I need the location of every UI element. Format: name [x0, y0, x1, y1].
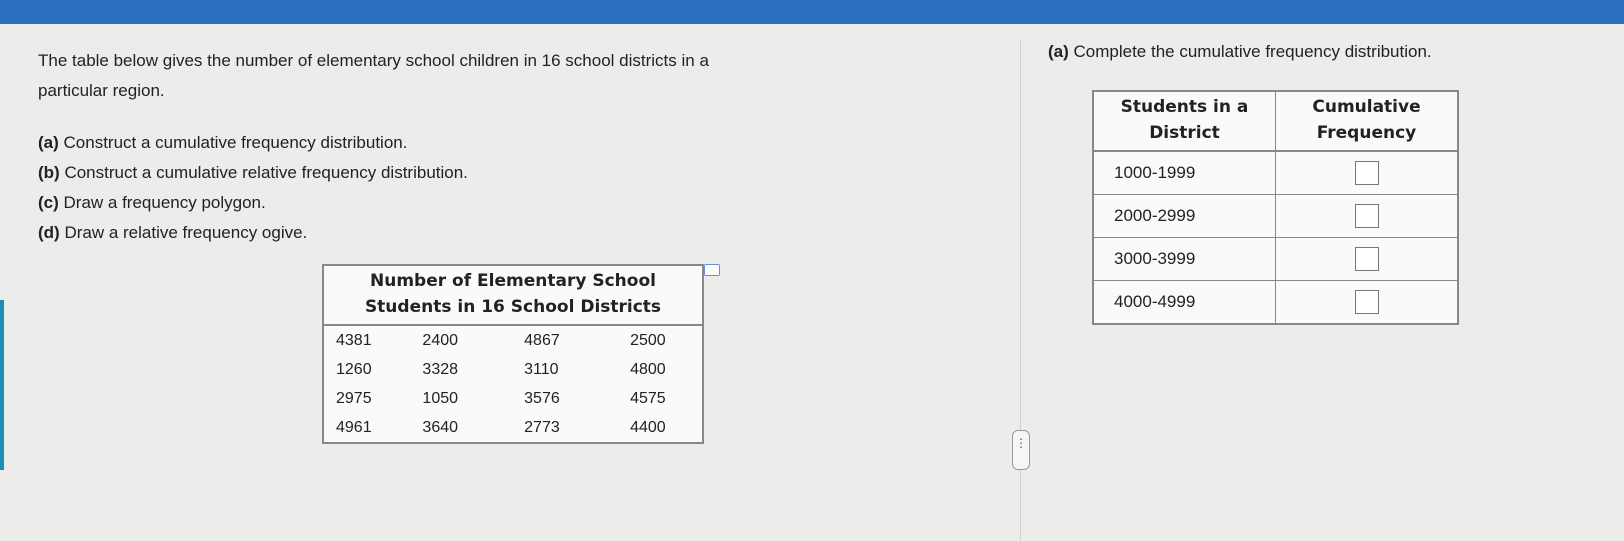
answer-input[interactable] — [1355, 290, 1379, 314]
data-table — [322, 264, 704, 444]
range-label: 1000-1999 — [1093, 151, 1276, 195]
left-accent-bar — [0, 300, 4, 470]
table-cell: 4800 — [630, 360, 666, 378]
table-row — [324, 355, 702, 384]
table-row — [1093, 238, 1458, 281]
table-cell: 2500 — [630, 331, 666, 349]
table-cell: 1260 — [336, 360, 372, 378]
range-label: 3000-3999 — [1093, 238, 1276, 281]
data-table-title: Number of Elementary School Students in 16 School Districts — [324, 266, 702, 326]
table-row — [1093, 151, 1458, 195]
intro-line-2: particular region. — [38, 81, 165, 100]
part-c: (c) Draw a frequency polygon. — [38, 193, 266, 212]
table-cell: 4961 — [336, 418, 372, 436]
table-cell: 4400 — [630, 418, 666, 436]
range-label: 2000-2999 — [1093, 195, 1276, 238]
column-header-cumulative-frequency: Cumulative Frequency — [1276, 91, 1459, 151]
table-cell: 4381 — [336, 331, 372, 349]
table-cell: 3576 — [524, 389, 560, 407]
part-b: (b) Construct a cumulative relative frequency distribution. — [38, 163, 468, 182]
table-row — [324, 326, 702, 355]
question-parts — [38, 128, 968, 248]
question-panel — [38, 46, 968, 248]
intro-line-1: The table below gives the number of elementary school children in 16 school districts in a — [38, 51, 709, 70]
table-cell: 1050 — [422, 389, 459, 407]
table-cell: 3110 — [524, 360, 559, 378]
table-row — [1093, 195, 1458, 238]
table-cell: 3640 — [422, 418, 459, 436]
question-intro — [38, 46, 968, 106]
part-d: (d) Draw a relative frequency ogive. — [38, 223, 308, 242]
table-cell: 2773 — [524, 418, 560, 436]
table-row — [1093, 281, 1458, 325]
answer-input[interactable] — [1355, 161, 1379, 185]
table-row — [324, 413, 702, 442]
column-header-district: Students in a District — [1093, 91, 1276, 151]
answer-panel — [1048, 40, 1608, 311]
table-cell: 3328 — [422, 360, 459, 378]
answer-title: (a) Complete the cumulative frequency distribution. — [1048, 42, 1432, 61]
resize-handle-icon[interactable]: ⋮ — [1012, 430, 1030, 470]
answer-input[interactable] — [1355, 247, 1379, 271]
table-row — [324, 384, 702, 413]
top-bar — [0, 0, 1624, 24]
range-label: 4000-4999 — [1093, 281, 1276, 325]
table-header-row — [1093, 91, 1458, 151]
table-cell: 2975 — [336, 389, 372, 407]
part-a: (a) Construct a cumulative frequency distribution. — [38, 133, 408, 152]
answer-input[interactable] — [1355, 204, 1379, 228]
table-cell: 4867 — [524, 331, 560, 349]
table-cell: 4575 — [630, 389, 666, 407]
data-table-grid — [324, 326, 702, 442]
table-cell: 2400 — [422, 331, 459, 349]
cumulative-frequency-table — [1092, 90, 1459, 325]
popup-table-icon[interactable] — [704, 264, 720, 276]
